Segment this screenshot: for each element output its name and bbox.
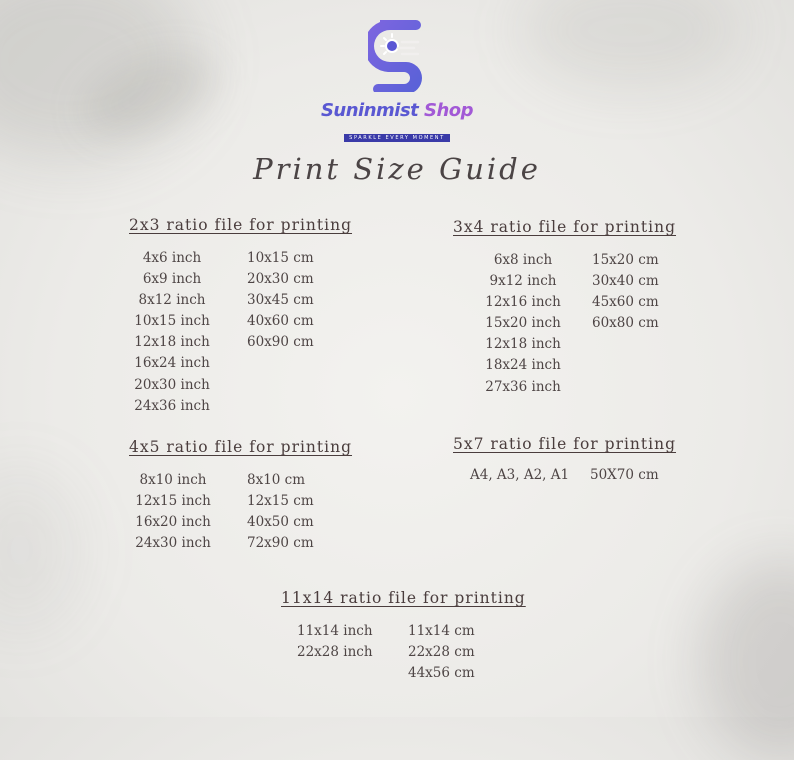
size-item: 11x14 inch xyxy=(297,623,373,639)
size-item: 4x6 inch xyxy=(142,250,202,266)
size-item: 8x10 inch xyxy=(139,472,207,488)
section-4x5 xyxy=(129,438,353,552)
size-item: 30x45 cm xyxy=(247,292,314,309)
size-item: 60x90 cm xyxy=(247,334,314,351)
size-item: 10x15 inch xyxy=(134,313,210,330)
size-item: 16x24 inch xyxy=(134,355,210,372)
size-item: 8x10 cm xyxy=(247,472,306,488)
size-item: 8x12 inch xyxy=(138,292,206,309)
size-item: 45x60 cm xyxy=(592,294,659,311)
size-item: 11x14 cm xyxy=(408,623,475,639)
size-item: A4, A3, A2, A1 xyxy=(470,467,570,483)
size-item: 18x24 inch xyxy=(485,357,561,374)
size-item: 60x80 cm xyxy=(592,315,659,332)
size-item: 10x15 cm xyxy=(247,250,314,266)
size-item: 12x15 inch xyxy=(135,493,211,510)
size-item: 72x90 cm xyxy=(247,535,314,552)
brand-tagline: SPARKLE EVERY MOMENT xyxy=(0,124,794,143)
size-item: 22x28 cm xyxy=(408,644,475,661)
section-2x3 xyxy=(129,216,353,414)
section-heading: 2x3 ratio file for printing xyxy=(129,216,353,234)
size-item: 6x8 inch xyxy=(493,252,553,268)
size-item: 24x30 inch xyxy=(135,535,211,552)
size-item: 40x50 cm xyxy=(247,514,314,531)
size-item: 20x30 cm xyxy=(247,271,314,288)
page-title: Print Size Guide xyxy=(253,152,541,186)
size-item: 6x9 inch xyxy=(142,271,202,288)
size-item: 22x28 inch xyxy=(297,644,373,661)
size-item: 12x18 inch xyxy=(485,336,561,353)
brand-name: Suninmist Shop xyxy=(320,100,474,121)
section-heading: 11x14 ratio file for printing xyxy=(281,589,526,607)
size-item: 27x36 inch xyxy=(485,378,561,395)
size-item: 20x30 inch xyxy=(134,376,210,393)
sun-s-logo-icon xyxy=(368,16,426,92)
size-item: 44x56 cm xyxy=(408,665,475,682)
size-item: 16x20 inch xyxy=(135,514,211,531)
section-heading: 3x4 ratio file for printing xyxy=(453,218,677,236)
size-item: 15x20 inch xyxy=(485,315,561,332)
section-heading: 5x7 ratio file for printing xyxy=(453,435,677,453)
size-item: 12x16 inch xyxy=(485,294,561,311)
section-3x4 xyxy=(453,218,677,395)
section-11x14 xyxy=(281,589,526,682)
size-item: 24x36 inch xyxy=(134,397,210,414)
section-heading: 4x5 ratio file for printing xyxy=(129,438,353,456)
size-item: 50X70 cm xyxy=(590,467,659,483)
size-item: 30x40 cm xyxy=(592,273,659,290)
size-item: 9x12 inch xyxy=(489,273,557,290)
size-item: 15x20 cm xyxy=(592,252,659,268)
section-5x7 xyxy=(453,435,677,483)
size-item: 12x15 cm xyxy=(247,493,314,510)
size-item: 12x18 inch xyxy=(134,334,210,351)
size-item: 40x60 cm xyxy=(247,313,314,330)
